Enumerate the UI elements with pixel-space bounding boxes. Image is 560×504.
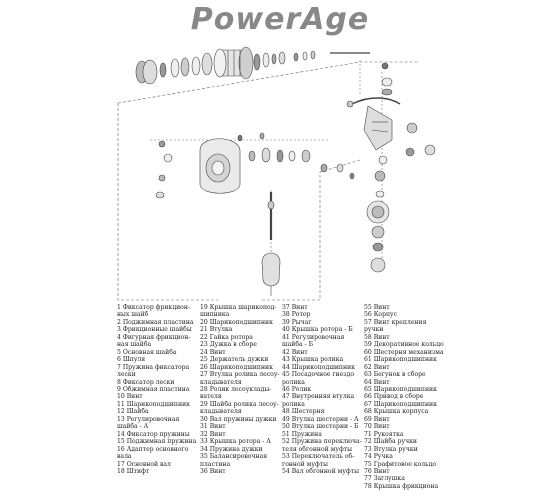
parts-list-column-4 <box>364 304 444 490</box>
list-item: 43 Крышка ролика <box>282 356 344 364</box>
list-item: кладывателя <box>200 408 242 416</box>
list-item: 26 Шарикоподшипник <box>200 363 273 371</box>
list-item: 53 Переключатель об- <box>282 453 355 461</box>
list-item: 48 Шестерня <box>282 408 325 416</box>
list-item: 6 Шпуля <box>117 356 146 364</box>
list-item: 40 Крышка ротора - Б <box>282 326 353 334</box>
list-item: 15 Поджимная пружина <box>117 438 197 446</box>
list-item: ролика <box>282 378 305 386</box>
list-item: ролика <box>282 400 305 408</box>
rotor-part <box>367 201 389 223</box>
list-item: 5 Основная шайба <box>117 348 177 356</box>
list-item: 51 Пружина <box>282 430 322 438</box>
list-item: 71 Рукоятка <box>364 430 404 438</box>
list-item: 67 Шарикоподшипник <box>364 400 437 408</box>
list-item: 61 Шарикоподшипник <box>364 356 437 364</box>
parts-list-column-3 <box>282 304 362 475</box>
list-item: 77 Заглушка <box>364 475 405 483</box>
list-item: 58 Винт <box>364 333 390 341</box>
list-item: 32 Винт <box>200 430 226 438</box>
list-item: 17 Основной вал <box>117 460 171 468</box>
list-item: 78 Крышка фрикциона <box>364 482 439 490</box>
list-item: ная шайба <box>117 341 152 349</box>
spool-part <box>214 47 253 79</box>
list-item: 36 Винт <box>200 467 226 475</box>
list-item: 30 Вал пружины дужки <box>200 415 277 423</box>
parts-list-column-2 <box>200 304 280 475</box>
list-item: 49 Втулка шестерни - А <box>282 415 359 423</box>
list-item: 54 Вал обгонной муфты <box>282 467 359 475</box>
list-item: 63 Бегунок в сборе <box>364 371 426 379</box>
list-item: 31 Винт <box>200 423 226 431</box>
list-item: 19 Крышка шарикопод- <box>200 304 277 311</box>
reel-body-part <box>200 139 240 194</box>
list-item: 35 Балансировочная <box>200 453 268 461</box>
list-item: 7 Пружина фиксатора <box>117 363 190 371</box>
list-item: лески <box>117 371 136 379</box>
list-item: пластина <box>200 460 231 468</box>
list-item: 70 Винт <box>364 423 390 431</box>
list-item: 18 Штифт <box>117 467 150 475</box>
list-item: 10 Винт <box>117 393 143 401</box>
list-item: ручки <box>364 326 384 334</box>
list-item: теля обгонной муфты <box>282 445 352 453</box>
list-item: ных шайб <box>117 311 149 319</box>
list-item: 60 Шестерня механизма <box>364 348 444 356</box>
list-item: кладывателя <box>200 378 242 386</box>
list-item: 56 Корпус <box>364 311 398 319</box>
list-item: 39 Рычаг <box>282 318 312 326</box>
list-item: 12 Шайба <box>117 408 149 416</box>
list-item: 74 Ручка <box>364 453 393 461</box>
list-item: 46 Ролик <box>282 385 312 393</box>
list-item: 59 Декоративное кольцо <box>364 341 444 349</box>
list-item: 8 Фиксатор лески <box>117 378 175 386</box>
list-item: 9 Обжимная пластина <box>117 385 190 393</box>
list-item: 57 Винт крепления <box>364 318 427 326</box>
brand-logo: PowerAge <box>190 2 370 37</box>
list-item: 72 Шайба ручки <box>364 438 417 446</box>
list-item: 23 Дужка в сборе <box>200 341 257 349</box>
list-item: 69 Винт <box>364 415 390 423</box>
list-item: 22 Гайка ротора <box>200 333 253 341</box>
list-item: 2 Поджимная пластина <box>117 318 194 326</box>
list-item: шипника <box>200 311 230 319</box>
list-item: гонной муфты <box>282 460 328 468</box>
list-item: 1 Фиксатор фрикцион- <box>117 304 190 311</box>
list-item: 11 Шарикоподшипник <box>117 400 190 408</box>
list-item: 21 Втулка <box>200 326 233 334</box>
list-item: 34 Пружина дужки <box>200 445 263 453</box>
bail-arm-part <box>347 98 400 150</box>
list-item: 13 Регулировочная <box>117 415 180 423</box>
list-item: 47 Внутренняя втулка <box>282 393 355 401</box>
list-item: вателя <box>200 393 222 401</box>
list-item: 68 Крышка корпуса <box>364 408 429 416</box>
list-item: 55 Винт <box>364 304 390 311</box>
list-item: 75 Графитовое кольцо <box>364 460 437 468</box>
list-item: 76 Винт <box>364 467 390 475</box>
list-item: 28 Ролик лесоуклады- <box>200 385 272 393</box>
list-item: 27 Втулка ролика лесоу- <box>200 371 280 379</box>
list-item: 14 Фиксатор пружины <box>117 430 190 438</box>
list-item: 4 Фигурная фрикцион- <box>117 333 191 341</box>
list-item: шайба - А <box>117 423 149 431</box>
list-item: 64 Винт <box>364 378 390 386</box>
list-item: 45 Посадочное гнездо <box>282 371 355 379</box>
list-item: 20 Шарикоподшипник <box>200 318 273 326</box>
parts-list-column-1 <box>117 304 203 475</box>
list-item: вала <box>117 453 132 461</box>
list-item: 41 Регулировочная <box>282 333 345 341</box>
list-item: 3 Фрикционные шайбы <box>117 326 192 334</box>
drag-knob-part <box>136 60 157 84</box>
list-item: 73 Втулка ручки <box>364 445 418 453</box>
list-item: 44 Шарикоподшипник <box>282 363 355 371</box>
list-item: 66 Привод в сборе <box>364 393 424 401</box>
list-item: 25 Держатель дужки <box>200 356 269 364</box>
list-item: 38 Ротор <box>282 311 311 319</box>
list-item: 33 Крышка ротора - А <box>200 438 271 446</box>
list-item: 37 Винт <box>282 304 308 311</box>
list-item: 24 Винт <box>200 348 226 356</box>
list-item: 42 Винт <box>282 348 308 356</box>
list-item: 52 Пружина переключа- <box>282 438 362 446</box>
list-item: 29 Шайба ролика лесоу- <box>200 400 279 408</box>
list-item: 50 Втулка шестерни - Б <box>282 423 359 431</box>
list-item: 62 Винт <box>364 363 390 371</box>
list-item: 65 Шарикоподшипник <box>364 385 437 393</box>
list-item: 16 Адаптер основного <box>117 445 189 453</box>
list-item: шайба - Б <box>282 341 314 349</box>
